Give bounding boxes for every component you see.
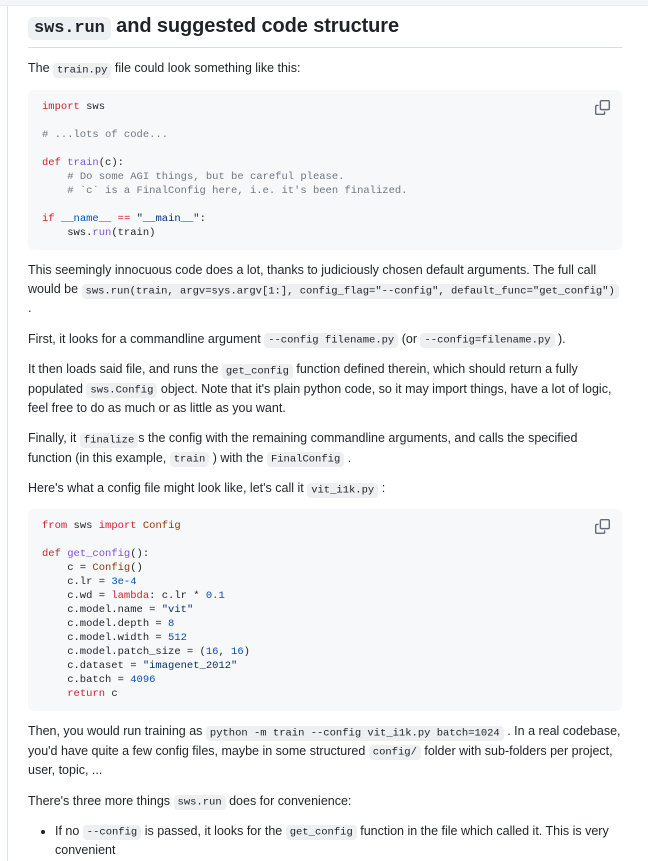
code-block-config (28, 509, 622, 711)
copy-icon (595, 519, 610, 537)
copy-icon (595, 100, 610, 118)
copy-code-button[interactable] (590, 516, 614, 540)
inline-code: FinalConfig (267, 452, 344, 467)
inline-code: get_config (286, 825, 357, 840)
paragraph-config-file-intro: Here's what a config file might look like, let's call it vit_i1k.py : (28, 481, 386, 496)
inline-code: config/ (369, 745, 421, 760)
convenience-list (28, 822, 622, 861)
inline-code: --config=filename.py (420, 333, 554, 348)
code-block-train (28, 90, 622, 250)
inline-code: vit_i1k.py (307, 483, 378, 498)
paragraph-finalize: Finally, it finalize s the config with the remaining commandline arguments, and calls the specified function (in this example, train ) with the FinalConfig . (28, 431, 578, 466)
inline-code: get_config (222, 364, 293, 379)
inline-code: train (170, 452, 210, 467)
copy-code-button[interactable] (590, 97, 614, 121)
paragraph-loads-file: It then loads said file, and runs the get_config function defined therein, which should return a fully populated sws.Config object. Note that it's plain python code, so it may import things, have a lot of logic, feel free to do as much or as little as you want. (28, 362, 612, 415)
inline-code: train.py (53, 63, 111, 78)
inline-code: --config filename.py (264, 333, 398, 348)
markdown-body (7, 6, 648, 861)
inline-code: finalize (80, 433, 138, 448)
inline-code: sws.run(train, argv=sys.argv[1:], config_flag="--config", default_func="get_config") (82, 284, 619, 299)
page-title-text: and suggested code structure (110, 15, 399, 37)
paragraph-first-step: First, it looks for a commandline argument --config filename.py (or --config=filename.py ). (28, 331, 566, 347)
inline-code: --config (83, 825, 141, 840)
paragraph-run-training: Then, you would run training as python -m train --config vit_i1k.py batch=1024 . In a real codebase, you'd have quite a few config files, maybe in some structured config/ folder with sub-folders per project, user, topic, ... (28, 724, 621, 778)
list-item: • If no --config is passed, it looks for the get_config function in the file which called it. This is very convenient (55, 822, 622, 861)
inline-code: sws.Config (86, 383, 157, 398)
inline-code: sws.run (174, 795, 226, 810)
paragraph-full-call: This seemingly innocuous code does a lot, thanks to judiciously chosen default arguments. The full call would be sws.run(train, argv=sys.argv[1:], config_flag="--config", default_func="get_config") . (28, 261, 622, 319)
page-title-code: sws.run (28, 17, 111, 40)
page-title (28, 14, 622, 48)
inline-code: python -m train --config vit_i1k.py batch=1024 (206, 726, 504, 741)
code-content: from sws import Config def get_config(): c = Config() c.lr = 3e-4 c.wd = lambda: c.lr * 0.1 c.model.name = "vit" c.model.depth = 8 c.model.width = 512 c.model.patch_size = (16, 16) c.dataset = "imagenet_2012" c.batch = 4096 return c (42, 520, 250, 701)
paragraph-three-more: There's three more things sws.run does for convenience: (28, 793, 352, 809)
paragraph-intro: The train.py file could look something like this: (28, 61, 301, 77)
code-content: import sws # ...lots of code... def train(c): # Do some AGI things, but be careful please. # `c` is a FinalConfig here, i.e. it's been finalized. if __name__ == "__main__": sws.run(train) (42, 100, 408, 239)
